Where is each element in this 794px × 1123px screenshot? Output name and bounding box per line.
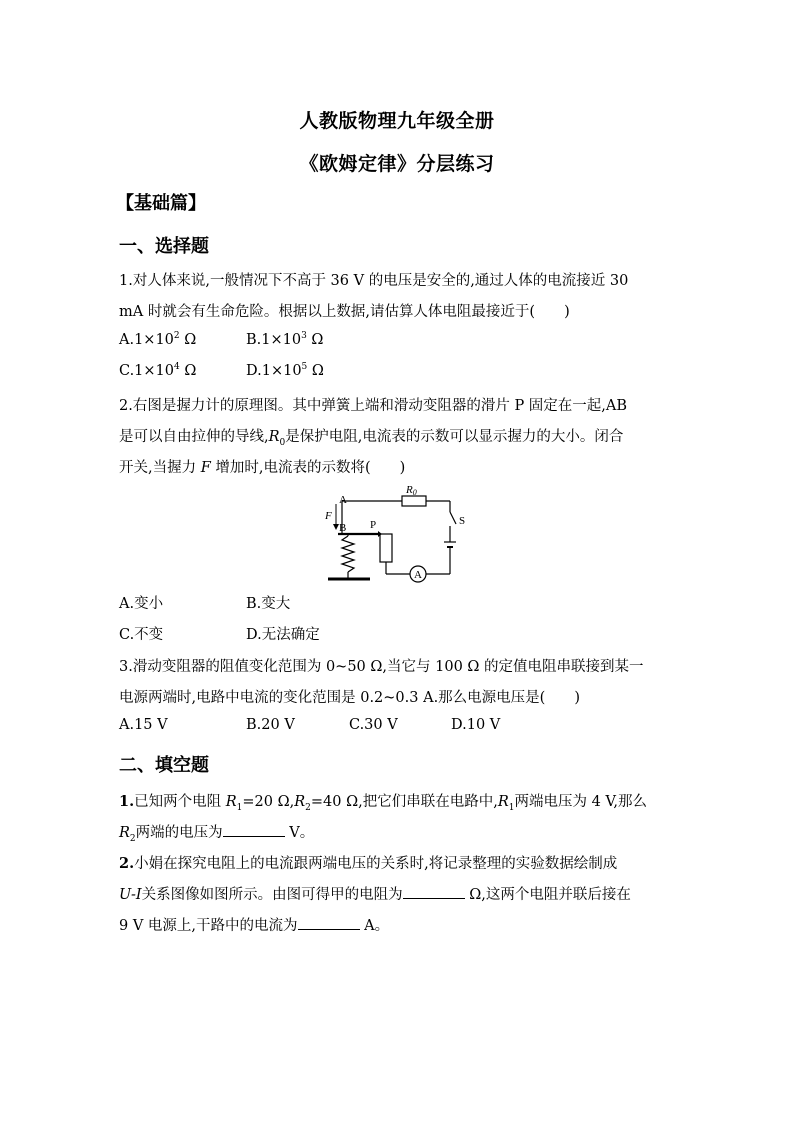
section-choice-heading: 一、选择题 <box>119 236 209 257</box>
f2-text-line2: U-I关系图像如图所示。由图可得甲的电阻为 Ω,这两个电阻并联后接在 <box>119 883 631 904</box>
q2-option-a: A.变小 <box>119 596 164 612</box>
q3-option-b: B.20 V <box>246 717 295 733</box>
q2-option-d: D.无法确定 <box>246 627 320 643</box>
q1-option-c: $C.1\times 10^4$ Ω <box>119 362 197 379</box>
q2-text-line3: 开关,当握力 F 增加时,电流表的示数将( ) <box>119 460 406 476</box>
f2-current-blank[interactable] <box>298 915 360 930</box>
label-r0: R0 <box>406 484 417 497</box>
label-b: B <box>339 522 347 534</box>
label-a: A <box>339 494 347 506</box>
q1-option-d: $D.1\times 10^5$ Ω <box>246 362 324 379</box>
f1-text-line1: 1.已知两个电阻 $R_1=20$ $\Omega,R_2=40$ Ω,把它们串联在电路中$,R_1$两端电压为 4 V,那么 <box>119 793 648 813</box>
q1-option-a: $A.1\times 10^2$ Ω <box>119 331 197 348</box>
q2-text-line1: 2.右图是握力计的原理图。其中弹簧上端和滑动变阻器的滑片 P 固定在一起,AB <box>119 398 628 414</box>
f2-text-line1: 2.小娟在探究电阻上的电流跟两端电压的关系时,将记录整理的实验数据绘制成 <box>119 855 618 872</box>
rheostat <box>380 534 392 562</box>
resistor-r0 <box>402 496 426 506</box>
f1-answer-blank[interactable] <box>223 822 285 837</box>
q3-option-a: A.15 V <box>119 717 168 733</box>
f2-text-line3: 9 V 电源上,干路中的电流为 A。 <box>119 914 389 935</box>
label-p: P <box>370 519 377 531</box>
label-f: F <box>325 510 332 522</box>
section-fill-heading: 二、填空题 <box>119 755 209 776</box>
grip-dynamometer-circuit-diagram <box>318 484 478 584</box>
q3-option-c: C.30 V <box>349 717 398 733</box>
f1-text-line2: $R_2$两端的电压为 V。 <box>119 821 314 844</box>
q3-option-d: D.10 V <box>451 717 501 733</box>
q3-text-line1: 3.滑动变阻器的阻值变化范围为 0~50 Ω,当它与 100 Ω 的定值电阻串联接到某一 <box>119 659 644 675</box>
spring <box>342 536 354 572</box>
label-s: S <box>459 515 466 527</box>
document-subtitle: 《欧姆定律》分层练习 <box>299 153 495 175</box>
label-ammeter: A <box>414 569 422 581</box>
section-basic-heading: 【基础篇】 <box>116 193 206 214</box>
q1-option-b: $B.1\times 10^3$ Ω <box>246 331 324 348</box>
q1-text-line1: 1.对人体来说,一般情况下不高于 36 V 的电压是安全的,通过人体的电流接近 30 <box>119 273 629 289</box>
f2-resistance-blank[interactable] <box>403 884 465 899</box>
q2-text-line2: 是可以自由拉伸的导线$,R_0$是保护电阻,电流表的示数可以显示握力的大小。闭合 <box>119 429 624 448</box>
q1-text-line2: mA 时就会有生命危险。根据以上数据,请估算人体电阻最接近于( ) <box>119 304 570 320</box>
q2-option-b: B.变大 <box>246 596 291 612</box>
q3-text-line2: 电源两端时,电路中电流的变化范围是 0.2~0.3 A.那么电源电压是( ) <box>119 690 580 706</box>
switch-s <box>450 512 456 524</box>
document-title: 人教版物理九年级全册 <box>299 110 495 132</box>
q2-option-c: C.不变 <box>119 627 164 643</box>
